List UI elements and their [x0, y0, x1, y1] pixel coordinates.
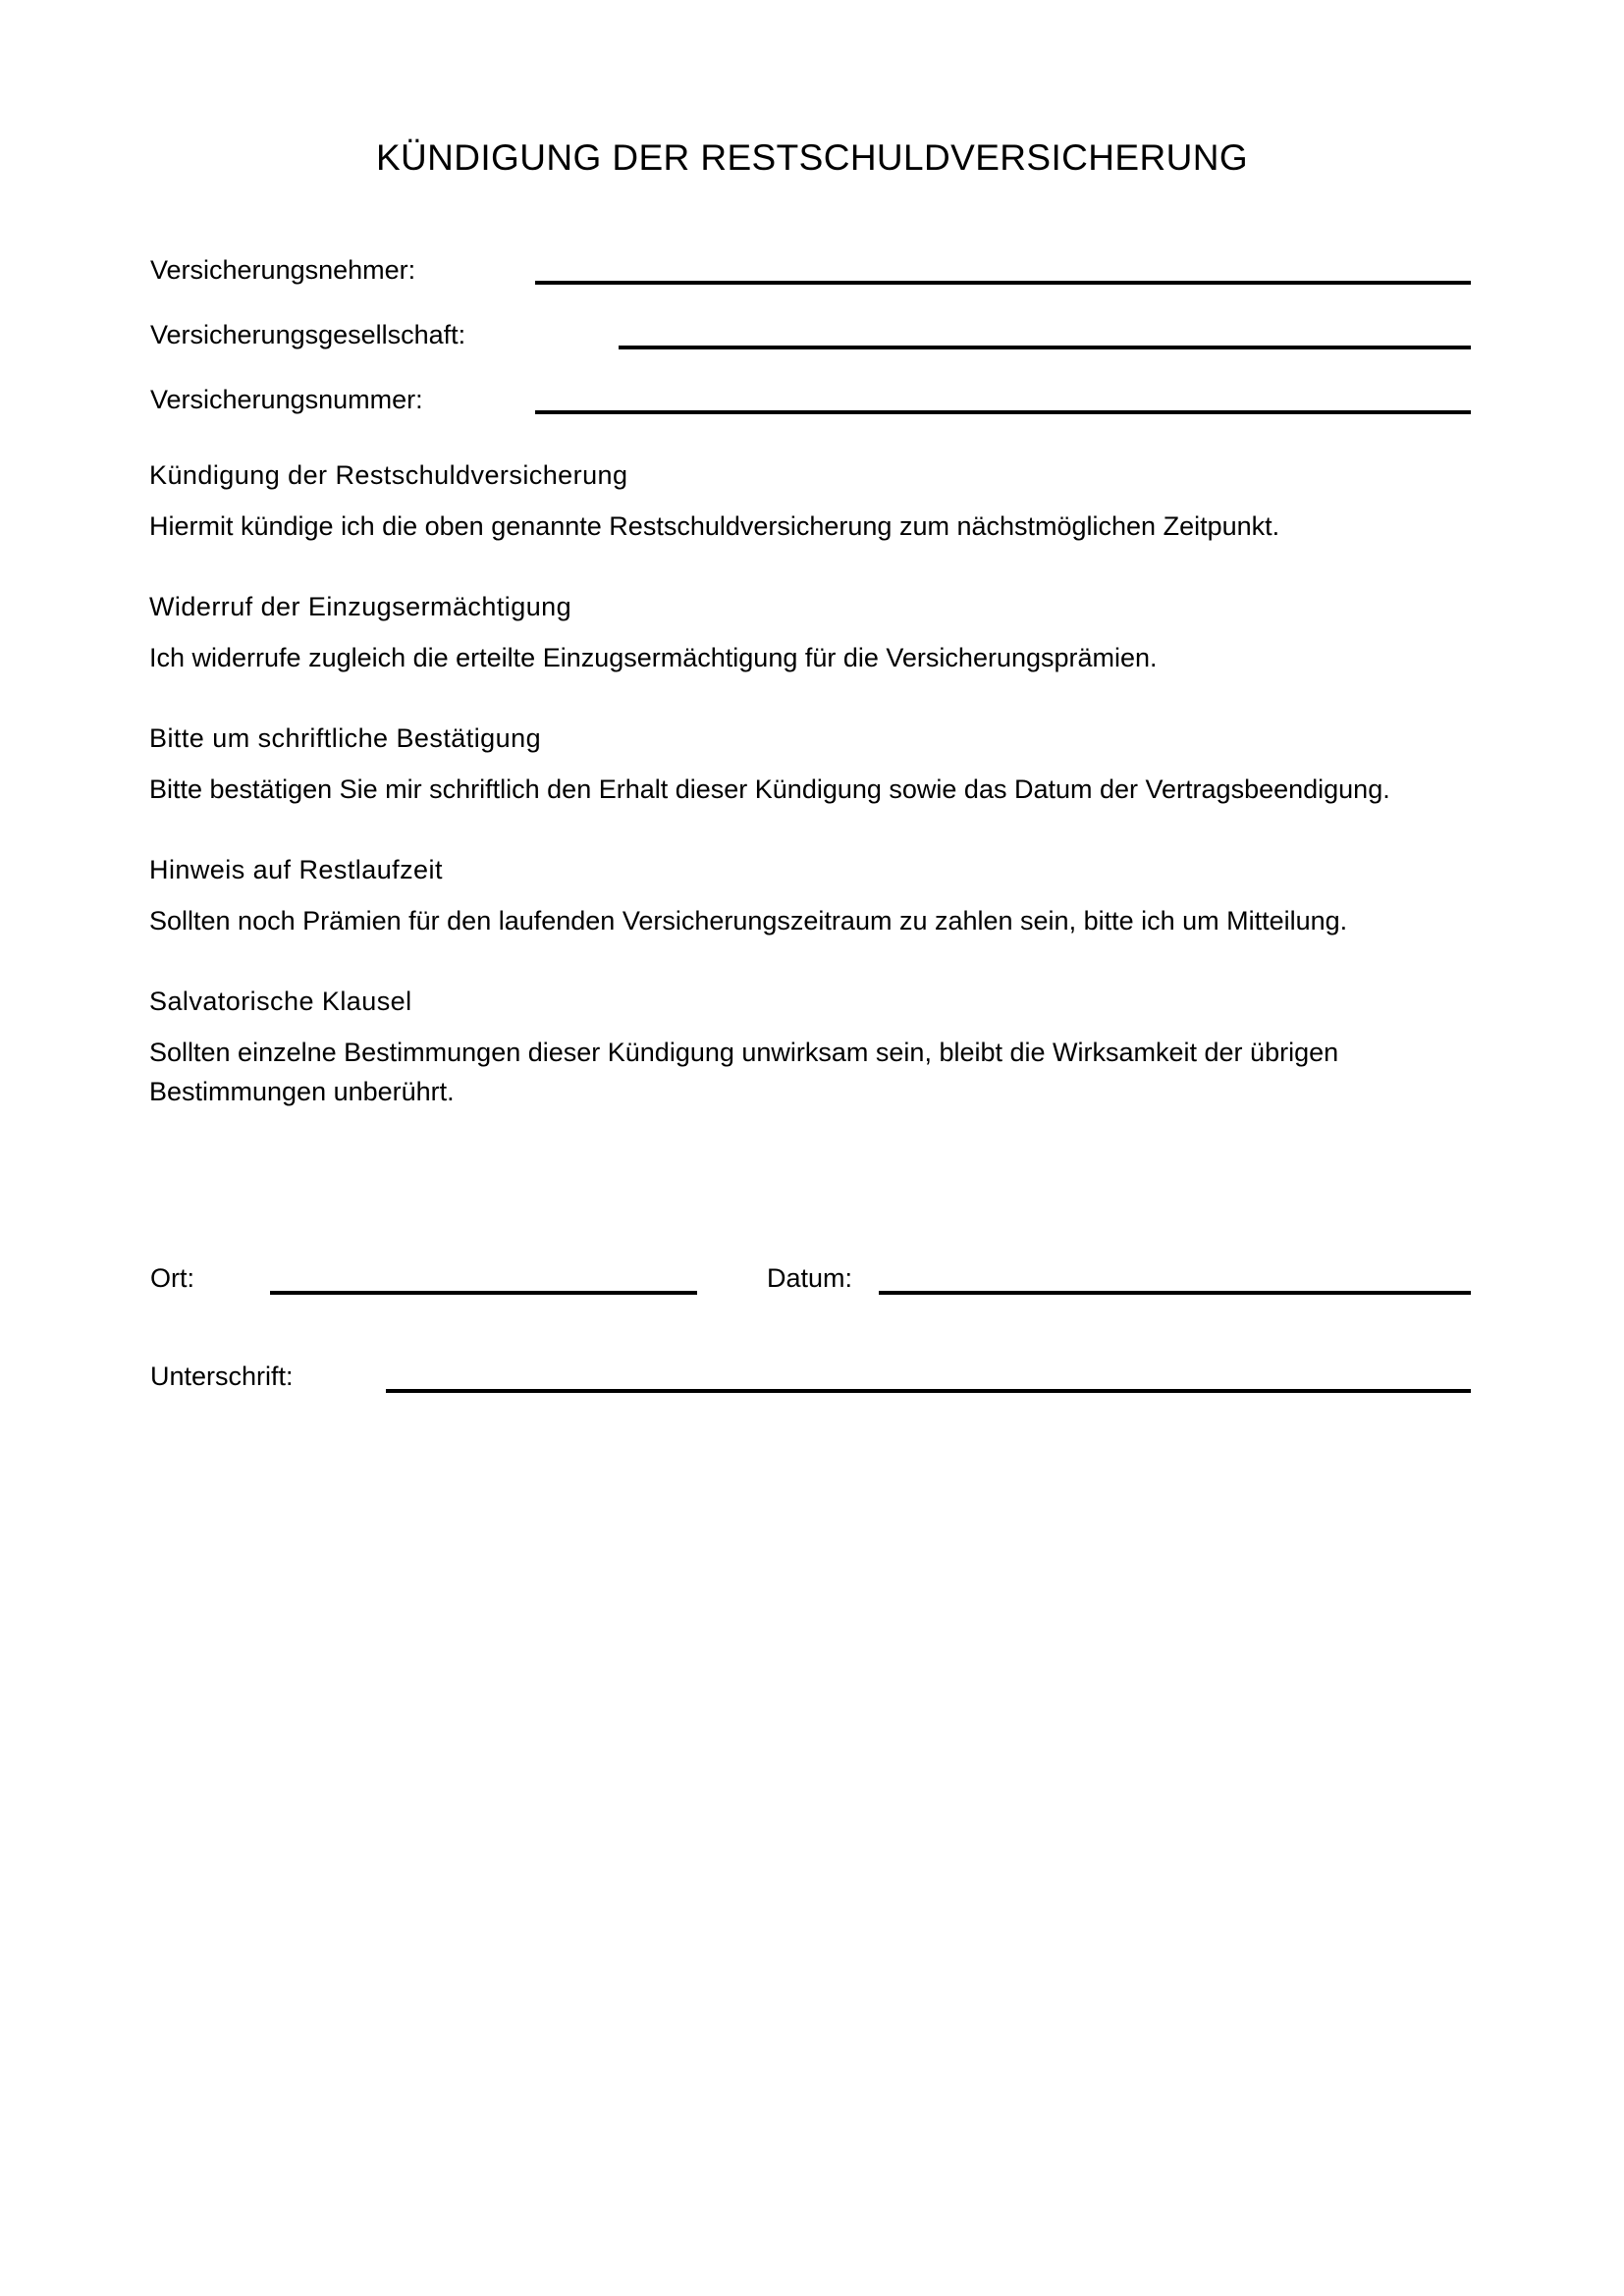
- field-row-versicherungsgesellschaft: [150, 318, 1471, 383]
- versicherungsgesellschaft-input-rule[interactable]: [619, 346, 1471, 349]
- section-heading: Salvatorische Klausel: [149, 987, 412, 1016]
- place-date-row: [150, 1261, 1471, 1360]
- signature-row: [150, 1360, 1471, 1458]
- section-salvatorische-klausel: [149, 982, 1475, 1111]
- section-body: Ich widerrufe zugleich die erteilte Einzugsermächtigung für die Versicherungsprämien.: [149, 643, 1158, 672]
- section-heading: Bitte um schriftliche Bestätigung: [149, 723, 542, 753]
- page-title: KÜNDIGUNG DER RESTSCHULDVERSICHERUNG: [375, 136, 1249, 178]
- section-body: Sollten noch Prämien für den laufenden Versicherungszeitraum zu zahlen sein, bitte ich um Mitteilung.: [149, 906, 1348, 935]
- section-heading: Kündigung der Restschuldversicherung: [149, 460, 628, 490]
- versicherungsnehmer-label: Versicherungsnehmer:: [150, 255, 416, 285]
- signature-area: [150, 1261, 1471, 1458]
- section-body: Hiermit kündige ich die oben genannte Restschuldversicherung zum nächstmöglichen Zeitpunkt.: [149, 511, 1280, 541]
- versicherungsnummer-input-rule[interactable]: [535, 410, 1471, 414]
- unterschrift-input-rule[interactable]: [386, 1389, 1471, 1393]
- section-widerruf: [149, 587, 1475, 677]
- section-restlaufzeit: [149, 850, 1475, 940]
- section-bestaetigung: [149, 719, 1475, 809]
- datum-input-rule[interactable]: [879, 1291, 1471, 1295]
- versicherungsnummer-label: Versicherungsnummer:: [150, 385, 423, 414]
- unterschrift-label: Unterschrift:: [150, 1362, 294, 1391]
- section-kuendigung: [149, 455, 1475, 546]
- section-heading: Hinweis auf Restlaufzeit: [149, 855, 443, 884]
- section-body: Sollten einzelne Bestimmungen dieser Kündigung unwirksam sein, bleibt die Wirksamkeit der übrigen Bestimmungen unberührt.: [149, 1038, 1339, 1106]
- versicherungsnehmer-input-rule[interactable]: [535, 281, 1471, 285]
- field-row-versicherungsnummer: [150, 383, 1471, 448]
- policy-fields: [150, 253, 1471, 448]
- versicherungsgesellschaft-label: Versicherungsgesellschaft:: [150, 320, 466, 349]
- ort-input-rule[interactable]: [270, 1291, 697, 1295]
- section-heading: Widerruf der Einzugsermächtigung: [149, 592, 572, 621]
- section-body: Bitte bestätigen Sie mir schriftlich den Erhalt dieser Kündigung sowie das Datum der Vertragsbeendigung.: [149, 774, 1390, 804]
- datum-label: Datum:: [767, 1263, 853, 1293]
- document-body: [149, 455, 1475, 1111]
- field-row-versicherungsnehmer: [150, 253, 1471, 318]
- ort-label: Ort:: [150, 1263, 194, 1293]
